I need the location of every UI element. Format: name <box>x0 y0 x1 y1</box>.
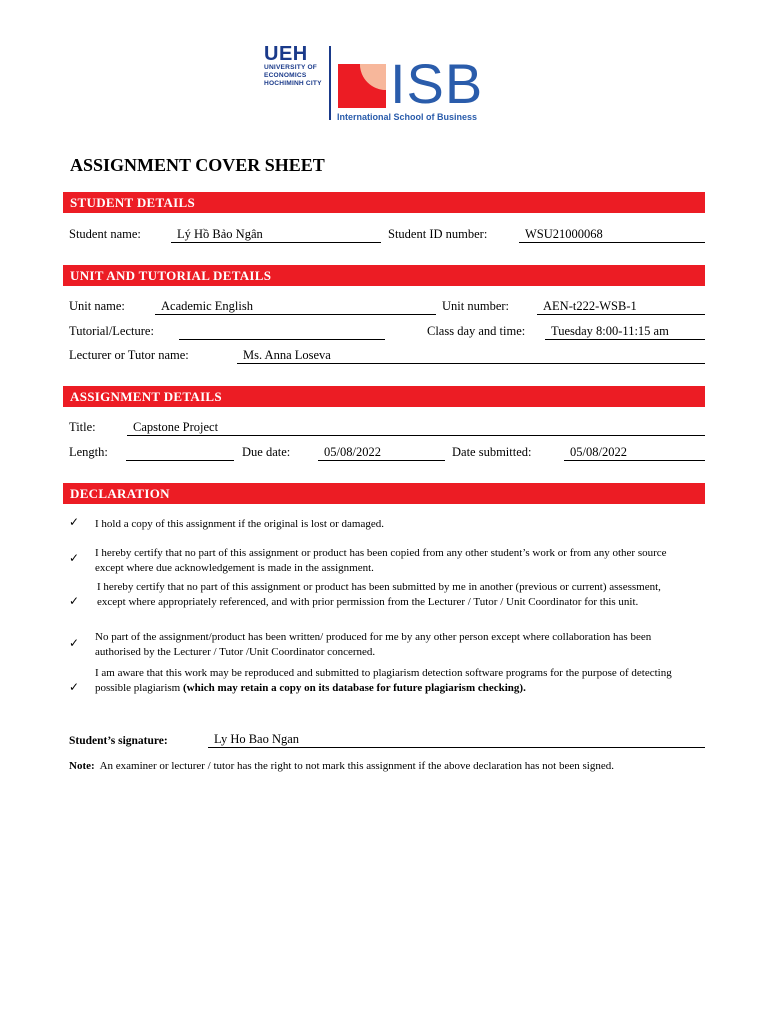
declaration-item-5-text: I am aware that this work may be reproduced and submitted to plagiarism detection software programs for the purpose of detecting possible plagiarism <box>95 667 672 694</box>
ueh-logo <box>264 44 324 88</box>
tutorial-label: Tutorial/Lecture: <box>69 324 154 338</box>
ueh-logo-line3: HOCHIMINH CITY <box>264 80 322 87</box>
unit-name-label: Unit name: <box>69 299 125 313</box>
class-time-field[interactable]: Tuesday 8:00-11:15 am <box>545 323 705 340</box>
check-icon: ✓ <box>69 515 80 529</box>
logo-divider <box>329 46 331 120</box>
declaration-item-3: I hereby certify that no part of this assignment or product has been submitted by me in another (previous or current) assessment, except where appropriately referenced, and with prior permission from the Lecturer / Tutor / Unit Coordinator for this unit. <box>97 581 661 608</box>
unit-number-field[interactable]: AEN-t222-WSB-1 <box>537 298 705 315</box>
unit-details-header: UNIT AND TUTORIAL DETAILS <box>63 265 705 286</box>
assignment-details-header: ASSIGNMENT DETAILS <box>63 386 705 407</box>
due-date-field[interactable]: 05/08/2022 <box>318 444 445 461</box>
student-id-label: Student ID number: <box>388 227 488 241</box>
lecturer-field[interactable]: Ms. Anna Loseva <box>237 347 705 364</box>
check-icon: ✓ <box>69 636 80 650</box>
signature-label: Student’s signature: <box>69 735 168 747</box>
student-name-field[interactable]: Lý Hồ Bảo Ngân <box>171 226 381 243</box>
note <box>69 759 705 773</box>
declaration-item-4: No part of the assignment/product has been written/ produced for me by any other person except where collaboration has been authorised by the Lecturer / Tutor /Unit Coordinator concerned. <box>95 631 652 658</box>
student-details-header: STUDENT DETAILS <box>63 192 705 213</box>
tutorial-field[interactable] <box>179 323 385 340</box>
note-label: Note: <box>69 760 95 772</box>
date-submitted-label: Date submitted: <box>452 445 532 459</box>
check-icon: ✓ <box>69 594 80 608</box>
length-field[interactable] <box>126 444 234 461</box>
signature-field[interactable]: Ly Ho Bao Ngan <box>208 731 705 748</box>
isb-logo-text: ISB <box>390 52 484 115</box>
unit-name-field[interactable]: Academic English <box>155 298 436 315</box>
declaration-item-1: I hold a copy of this assignment if the original is lost or damaged. <box>95 518 385 530</box>
declaration-item-5 <box>95 666 675 695</box>
class-time-label: Class day and time: <box>427 324 526 338</box>
declaration-item-2: I hereby certify that no part of this assignment or product has been copied from any other student’s work or from any other source except where due acknowledgement is made in the assignment. <box>95 547 667 574</box>
lecturer-label: Lecturer or Tutor name: <box>69 348 189 362</box>
note-text: An examiner or lecturer / tutor has the right to not mark this assignment if the above declaration has not been signed. <box>99 760 614 772</box>
assignment-title-label: Title: <box>69 420 96 434</box>
check-icon: ✓ <box>69 551 80 565</box>
student-name-label: Student name: <box>69 227 141 241</box>
ueh-logo-text: UEH <box>264 43 308 65</box>
student-id-field[interactable]: WSU21000068 <box>519 226 705 243</box>
ueh-logo-line2: ECONOMICS <box>264 72 307 79</box>
isb-logo-subtitle: International School of Business <box>337 112 478 122</box>
due-date-label: Due date: <box>242 445 291 459</box>
assignment-title-field[interactable]: Capstone Project <box>127 419 705 436</box>
declaration-header: DECLARATION <box>63 483 705 504</box>
check-icon: ✓ <box>69 680 80 694</box>
length-label: Length: <box>69 445 108 459</box>
unit-number-label: Unit number: <box>442 299 510 313</box>
isb-logo-mark-icon <box>338 64 386 108</box>
declaration-item-5-bold: (which may retain a copy on its database for future plagiarism checking). <box>183 681 526 694</box>
page-title: ASSIGNMENT COVER SHEET <box>70 155 325 175</box>
date-submitted-field[interactable]: 05/08/2022 <box>564 444 705 461</box>
ueh-logo-line1: UNIVERSITY OF <box>264 64 318 71</box>
